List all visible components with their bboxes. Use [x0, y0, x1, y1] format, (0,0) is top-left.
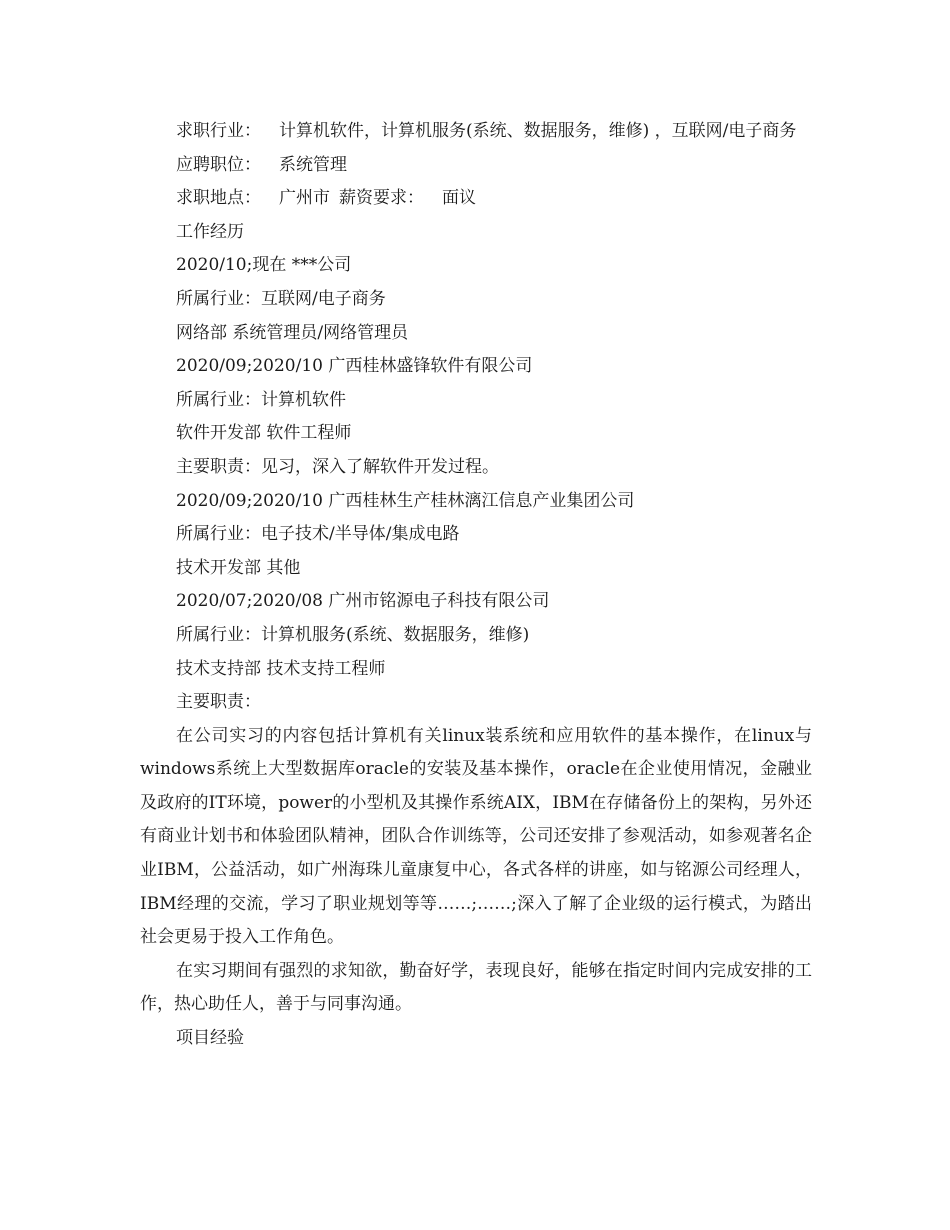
salary-label: 薪资要求：	[339, 188, 424, 209]
job-location-row	[140, 182, 812, 216]
self-evaluation-paragraph: 在实习期间有强烈的求知欲，勤奋好学，表现良好，能够在指定时间内完成安排的工作，热心助任人，善于与同事沟通。	[140, 960, 812, 1015]
work-line: 所属行业：互联网/电子商务	[176, 288, 386, 309]
work-line: 技术开发部 其他	[176, 557, 301, 578]
work-line: 2020/09;2020/10 广西桂林生产桂林漓江信息产业集团公司	[176, 490, 635, 511]
job-industry-row	[140, 115, 812, 149]
work-line: 2020/09;2020/10 广西桂林盛锋软件有限公司	[176, 356, 533, 377]
job-industry-label: 求职行业：	[176, 121, 261, 141]
job-location-value: 广州市	[279, 188, 330, 209]
salary-value: 面议	[442, 188, 476, 209]
work-line: 所属行业：计算机软件	[176, 389, 346, 410]
work-line: 主要职责：	[176, 692, 261, 713]
job-industry-value: 计算机软件，计算机服务(系统、数据服务，维修) ，互联网/电子商务	[279, 121, 797, 141]
job-position-value: 系统管理	[279, 154, 347, 175]
project-experience-heading: 项目经验	[176, 1028, 244, 1049]
job-position-label: 应聘职位：	[176, 154, 261, 175]
work-line: 技术支持部 技术支持工程师	[176, 658, 386, 679]
work-line: 所属行业：计算机服务(系统、数据服务，维修)	[176, 624, 530, 645]
job-location-label: 求职地点：	[176, 188, 261, 209]
work-line: 主要职责：见习，深入了解软件开发过程。	[176, 456, 499, 477]
work-history-heading: 工作经历	[176, 221, 244, 242]
work-line: 2020/10;现在 ***公司	[176, 255, 352, 276]
work-line: 2020/07;2020/08 广州市铭源电子科技有限公司	[176, 591, 550, 612]
work-line: 网络部 系统管理员/网络管理员	[176, 322, 409, 343]
work-line: 所属行业：电子技术/半导体/集成电路	[176, 524, 460, 545]
internship-paragraph: 在公司实习的内容包括计算机有关linux装系统和应用软件的基本操作，在linux与windows系统上大型数据库oracle的安装及基本操作，oracle在企业使用情况，金融业及政府的IT环境，power的小型机及其操作系统AIX，IBM在存储备份上的架构，另外还有商业计划书和体验团队精神，团队合作训练等，公司还安排了参观活动，如参观著名企业IBM，公益活动，如广州海珠儿童康复中心，各式各样的讲座，如与铭源公司经理人，IBM经理的交流，学习了职业规划等等……;……;深入了解了企业级的运行模式，为踏出社会更易于投入工作角色。	[140, 725, 812, 948]
work-line: 软件开发部 软件工程师	[176, 423, 352, 444]
job-position-row	[140, 149, 812, 183]
resume-content	[140, 115, 812, 1056]
